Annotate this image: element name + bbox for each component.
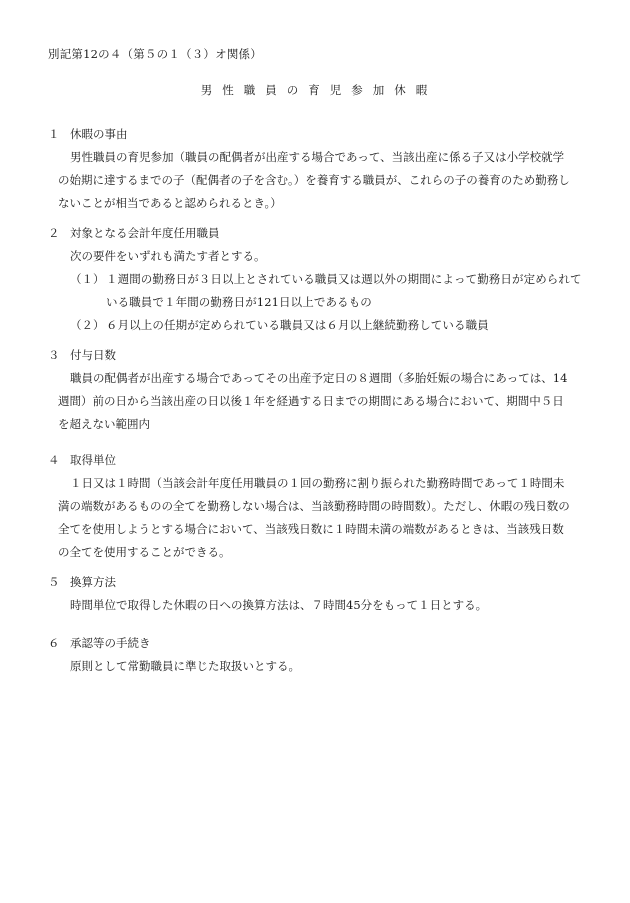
section-3 (48, 344, 593, 436)
item-text (106, 268, 593, 314)
section-text-line: ないことが相当であると認められるとき。） (58, 196, 282, 210)
section-text-line: 週間）前の日から当該出産の日以後１年を経過する日までの期間にある場合において、期間中５日 (58, 394, 564, 408)
requirement-item (48, 314, 593, 337)
section-label: 換算方法 (70, 575, 116, 589)
section-text-line: 時間単位で取得した休暇の日への換算方法は、７時間45分をもって１日とする。 (70, 598, 488, 612)
section-label: 対象となる会計年度任用職員 (70, 226, 220, 240)
section-text-line: １日又は１時間（当該会計年度任用職員の１回の勤務に割り振られた勤務時間であって１時間未 (70, 476, 565, 490)
section-label: 休暇の事由 (70, 127, 128, 141)
section-number: １ (48, 127, 60, 141)
section-intro: 次の要件をいずれも満たす者とする。 (70, 249, 266, 263)
section-text-line: 原則として常勤職員に準じた取扱いとする。 (70, 659, 300, 673)
section-number: ３ (48, 348, 60, 362)
section-label: 承認等の手続き (70, 636, 151, 650)
section-text-line: 職員の配偶者が出産する場合であってその出産予定日の８週間（多胎妊娠の場合にあっては、14 (70, 371, 568, 385)
section-text-line: を超えない範囲内 (58, 417, 150, 431)
section-heading (48, 344, 593, 367)
section-text-line: 男性職員の育児参加（職員の配偶者が出産する場合であって、当該出産に係る子又は小学校就学 (70, 150, 565, 164)
section-number: ５ (48, 575, 60, 589)
section-text-line: の全てを使用することができる。 (58, 545, 231, 559)
section-number: ４ (48, 453, 60, 467)
requirement-item (48, 268, 593, 314)
section-1 (48, 123, 593, 215)
document-title: 男性職員の育児参加休暇 (200, 83, 438, 97)
section-heading (48, 222, 593, 245)
item-text-line: いる職員で１年間の勤務日が121日以上であるもの (106, 295, 372, 309)
section-label: 取得単位 (70, 453, 116, 467)
document-reference: 別記第12の４（第５の１（３）オ関係） (48, 47, 262, 61)
item-text (106, 314, 593, 337)
item-text-line: １週間の勤務日が３日以上とされている職員又は週以外の期間によって勤務日が定められて (106, 272, 582, 286)
section-number: ６ (48, 636, 60, 650)
section-number: ２ (48, 226, 60, 240)
item-number: （２） (70, 318, 105, 332)
section-5 (48, 571, 593, 617)
item-text-line: ６月以上の任期が定められている職員又は６月以上継続勤務している職員 (106, 318, 489, 332)
section-heading (48, 449, 593, 472)
section-text-line: 全てを使用しようとする場合において、当該残日数に１時間未満の端数があるときは、当該残日数 (58, 522, 564, 536)
item-number: （１） (70, 272, 105, 286)
section-text-line: 満の端数があるものの全てを勤務しない場合は、当該勤務時間の時間数）。ただし、休暇の残日数の (58, 499, 570, 513)
section-heading (48, 632, 593, 655)
section-label: 付与日数 (70, 348, 116, 362)
section-6 (48, 632, 593, 678)
section-text-line: の始期に達するまでの子（配偶者の子を含む。）を養育する職員が、これらの子の養育のため勤務し (58, 173, 570, 187)
section-heading (48, 123, 593, 146)
section-2 (48, 222, 593, 337)
section-4 (48, 449, 593, 564)
section-heading (48, 571, 593, 594)
